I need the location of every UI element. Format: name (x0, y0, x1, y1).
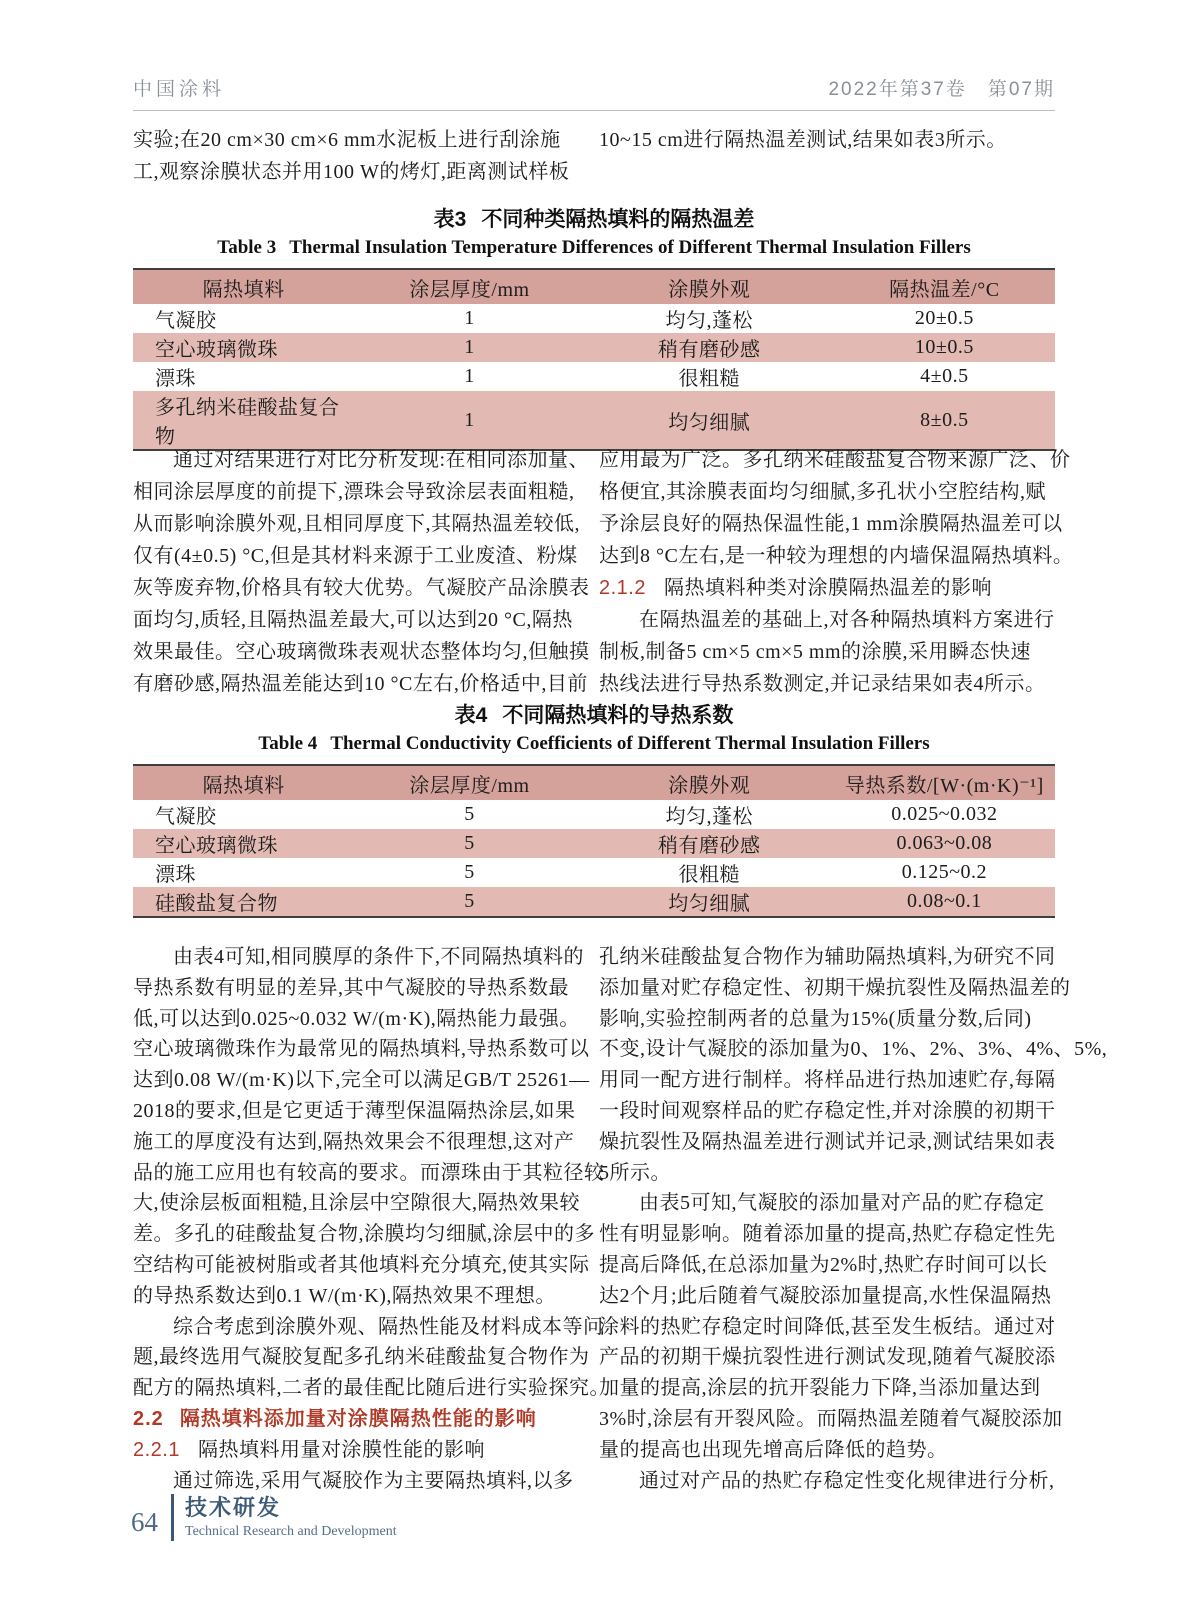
intro-right-column (599, 124, 1055, 188)
table-cell: 气凝胶 (155, 806, 217, 828)
text-line: 通过筛选,采用气凝胶作为主要隔热填料,以多 (173, 1469, 574, 1492)
table-cell: 均匀,蓬松 (665, 310, 753, 332)
section-number: 2.1.2 (599, 577, 646, 599)
text-line: 配方的隔热填料,二者的最佳配比随后进行实验探究。 (133, 1377, 610, 1400)
table-cell: 多孔纳米硅酸盐复合物 (155, 397, 340, 448)
text-line: 一段时间观察样品的贮存稳定性,并对涂膜的初期干 (599, 1099, 1056, 1122)
section-heading (133, 1404, 571, 1435)
bottom-right-column (599, 942, 1108, 1496)
text-line: 产品的初期干燥抗裂性进行测试发现,随着气凝胶添 (599, 1346, 1056, 1369)
journal-issue: 2022年第37卷 第07期 (828, 79, 1055, 100)
text-line: 燥抗裂性及隔热温差进行测试并记录,测试结果如表 (599, 1130, 1056, 1153)
text-line: 空心玻璃微珠作为最常见的隔热填料,导热系数可以 (133, 1038, 590, 1061)
section-heading (599, 572, 1055, 604)
text-line: 热线法进行导热系数测定,并记录结果如表4所示。 (599, 673, 1046, 695)
text-line: 由表4可知,相同膜厚的条件下,不同隔热填料的 (173, 946, 584, 968)
text-line: 添加量对贮存稳定性、初期干燥抗裂性及隔热温差的 (599, 976, 1071, 999)
text-line: 予涂层良好的隔热保温性能,1 mm涂膜隔热温差可以 (599, 513, 1063, 535)
text-line: 格便宜,其涂膜表面均匀细腻,多孔状小空腔结构,赋 (599, 481, 1046, 503)
table-cell: 1 (464, 408, 475, 431)
section-number: 2.2.1 (133, 1438, 180, 1461)
mid-section (133, 444, 1074, 700)
text-line: 通过对结果进行对比分析发现:在相同添加量、 (173, 449, 590, 471)
section-heading (133, 1435, 571, 1466)
table-cell: 0.08~0.1 (906, 890, 982, 912)
table-cell: 1 (464, 307, 475, 329)
bottom-left-column (133, 942, 610, 1496)
text-line: 低,可以达到0.025~0.032 W/(m·K),隔热能力最强。 (133, 1007, 580, 1030)
table-row (133, 362, 1055, 391)
text-line: 达到8 °C左右,是一种较为理想的内墙保温隔热填料。 (599, 545, 1074, 567)
table-cell: 漂珠 (155, 864, 196, 886)
text-line: 孔纳米硅酸盐复合物作为辅助隔热填料,为研究不同 (599, 946, 1056, 968)
text-line: 效果最佳。空心玻璃微珠表观状态整体均匀,但触摸 (133, 641, 590, 663)
text-line: 灰等废弃物,价格具有较大优势。气凝胶产品涂膜表 (133, 577, 590, 599)
section-title: 隔热填料种类对涂膜隔热温差的影响 (663, 577, 992, 599)
column-header: 隔热填料 (133, 765, 354, 800)
table3-caption-zh (133, 206, 1055, 233)
table3-title-en: Thermal Insulation Temperature Differences of Different Thermal Insulation Fillers (289, 237, 971, 258)
text-line: 制板,制备5 cm×5 cm×5 mm的涂膜,采用瞬态快速 (599, 641, 1032, 663)
table-cell: 漂珠 (155, 368, 196, 390)
table4-block (133, 702, 1055, 918)
table-cell: 0.125~0.2 (901, 861, 988, 883)
text-line: 通过对产品的热贮存稳定性变化规律进行分析, (639, 1469, 1055, 1492)
table-cell: 硅酸盐复合物 (155, 893, 278, 915)
table-cell: 0.063~0.08 (896, 832, 993, 854)
table3-block (133, 206, 1055, 451)
text-line: 施工的厚度没有达到,隔热效果会不很理想,这对产 (133, 1130, 575, 1153)
table-row (133, 887, 1055, 917)
journal-title: 中国涂料 (133, 79, 226, 100)
text-line: 用同一配方进行制样。将样品进行热加速贮存,每隔 (599, 1069, 1056, 1092)
text-line: 有磨砂感,隔热温差能达到10 °C左右,价格适中,目前 (133, 673, 588, 695)
table-row (133, 333, 1055, 362)
table-cell: 均匀细腻 (668, 411, 751, 434)
table-cell: 4±0.5 (920, 365, 969, 387)
table-cell: 空心玻璃微珠 (155, 339, 278, 361)
table-cell: 均匀细腻 (668, 893, 751, 915)
section-title: 隔热填料用量对涂膜性能的影响 (197, 1438, 485, 1461)
table-row (133, 391, 1055, 450)
text-line: 达到0.08 W/(m·K)以下,完全可以满足GB/T 25261— (133, 1069, 590, 1092)
text-line: 面均匀,质轻,且隔热温差最大,可以达到20 °C,隔热 (133, 609, 573, 631)
text-line: 影响,实验控制两者的总量为15%(质量分数,后同) (599, 1007, 1032, 1030)
column-header: 涂层厚度/mm (354, 269, 585, 304)
intro-paragraph (133, 124, 1055, 188)
text-line: 的导热系数达到0.1 W/(m·K),隔热效果不理想。 (133, 1284, 556, 1307)
table-cell: 稍有磨砂感 (657, 339, 761, 361)
table4 (133, 764, 1055, 918)
text-line: 量的提高也出现先增高后降低的趋势。 (599, 1438, 948, 1461)
mid-left-column (133, 444, 590, 700)
table-row (133, 829, 1055, 858)
table-cell: 空心玻璃微珠 (155, 835, 278, 857)
text-line: 提高后降低,在总添加量为2%时,热贮存时间可以长 (599, 1253, 1048, 1276)
footer-section (185, 1495, 397, 1541)
table-cell: 5 (464, 832, 475, 854)
table3 (133, 268, 1055, 451)
text-line: 在隔热温差的基础上,对各种隔热填料方案进行 (639, 609, 1055, 631)
table4-caption-en (133, 731, 1055, 757)
table-cell: 0.025~0.032 (891, 803, 998, 825)
table4-body (133, 800, 1055, 917)
text-line: 加量的提高,涂层的抗开裂能力下降,当添加量达到 (599, 1377, 1041, 1400)
table-row (133, 800, 1055, 829)
table-cell: 20±0.5 (914, 307, 974, 329)
text-line: 5所示。 (599, 1161, 671, 1184)
text-line: 性有明显影响。随着添加量的提高,热贮存稳定性先 (599, 1223, 1056, 1246)
table3-title-zh: 不同种类隔热填料的隔热温差 (481, 208, 755, 231)
text-line: 大,使涂层板面粗糙,且涂层中空隙很大,隔热效果较 (133, 1192, 580, 1215)
text-line: 不变,设计气凝胶的添加量为0、1%、2%、3%、4%、5%, (599, 1038, 1108, 1061)
table4-caption-zh (133, 702, 1055, 729)
table3-header-row (133, 269, 1055, 304)
text-line: 差。多孔的硅酸盐复合物,涂膜均匀细腻,涂层中的多 (133, 1223, 595, 1246)
column-header: 涂膜外观 (585, 269, 834, 304)
table-row (133, 304, 1055, 333)
page-number: 64 (131, 1507, 158, 1537)
text-line: 应用最为广泛。多孔纳米硅酸盐复合物来源广泛、价 (599, 449, 1071, 471)
text-line: 涂料的热贮存稳定时间降低,甚至发生板结。通过对 (599, 1315, 1056, 1338)
table-cell: 均匀,蓬松 (665, 806, 753, 828)
text-line: 相同涂层厚度的前提下,漂珠会导致涂层表面粗糙, (133, 481, 575, 503)
text-line: 由表5可知,气凝胶的添加量对产品的贮存稳定 (639, 1192, 1045, 1215)
footer-section-en: Technical Research and Development (185, 1523, 397, 1539)
section-title: 隔热填料添加量对涂膜隔热性能的影响 (179, 1407, 537, 1430)
column-header: 隔热温差/°C (834, 269, 1055, 304)
bottom-section (133, 942, 1108, 1496)
text-line: 导热系数有明显的差异,其中气凝胶的导热系数最 (133, 976, 569, 999)
table-cell: 8±0.5 (920, 408, 969, 431)
text-line: 达2个月;此后随着气凝胶添加量提高,水性保温隔热 (599, 1284, 1052, 1307)
table-row (133, 858, 1055, 887)
column-header: 涂层厚度/mm (354, 765, 585, 800)
table4-label-en: Table 4 (258, 733, 318, 754)
intro-left-column (133, 124, 571, 188)
text-line: 仅有(4±0.5) °C,但是其材料来源于工业废渣、粉煤 (133, 545, 578, 567)
table-cell: 10±0.5 (914, 336, 974, 358)
text-line: 综合考虑到涂膜外观、隔热性能及材料成本等问 (173, 1315, 604, 1338)
mid-right-column (599, 444, 1074, 700)
column-header: 导热系数/[W·(m·K)⁻¹] (834, 765, 1055, 800)
table-cell: 很粗糙 (678, 368, 740, 390)
text-line: 3%时,涂层有开裂风险。而隔热温差随着气凝胶添加 (599, 1407, 1063, 1430)
table-cell: 1 (464, 336, 475, 358)
table-cell: 很粗糙 (678, 864, 740, 886)
text-line: 空结构可能被树脂或者其他填料充分填充,使其实际 (133, 1253, 590, 1276)
column-header: 隔热填料 (133, 269, 354, 304)
table3-body (133, 304, 1055, 450)
table3-label-zh: 表3 (433, 208, 467, 231)
section-number: 2.2 (133, 1407, 164, 1430)
footer-divider (171, 1494, 174, 1541)
page-footer (131, 1494, 397, 1541)
table-cell: 1 (464, 365, 475, 387)
table-cell: 5 (464, 890, 475, 912)
table4-header-row (133, 765, 1055, 800)
table-cell: 气凝胶 (155, 310, 217, 332)
text-line: 2018的要求,但是它更适于薄型保温隔热涂层,如果 (133, 1099, 576, 1122)
text-line: 工,观察涂膜状态并用100 W的烤灯,距离测试样板 (133, 161, 570, 183)
table4-label-zh: 表4 (454, 704, 488, 727)
table4-title-zh: 不同隔热填料的导热系数 (502, 704, 734, 727)
table3-label-en: Table 3 (217, 237, 277, 258)
text-line: 品的施工应用也有较高的要求。而漂珠由于其粒径较 (133, 1161, 605, 1184)
table-cell: 稍有磨砂感 (657, 835, 761, 857)
column-header: 涂膜外观 (585, 765, 834, 800)
text-line: 10~15 cm进行隔热温差测试,结果如表3所示。 (599, 129, 1007, 151)
table3-caption-en (133, 235, 1055, 261)
text-line: 从而影响涂膜外观,且相同厚度下,其隔热温差较低, (133, 513, 580, 535)
table4-title-en: Thermal Conductivity Coefficients of Different Thermal Insulation Fillers (330, 733, 930, 754)
text-line: 题,最终选用气凝胶复配多孔纳米硅酸盐复合物作为 (133, 1346, 590, 1369)
table-cell: 5 (464, 803, 475, 825)
table-cell: 5 (464, 861, 475, 883)
running-head (133, 74, 1055, 111)
text-line: 实验;在20 cm×30 cm×6 mm水泥板上进行刮涂施 (133, 129, 561, 151)
footer-section-zh: 技术研发 (185, 1494, 282, 1520)
